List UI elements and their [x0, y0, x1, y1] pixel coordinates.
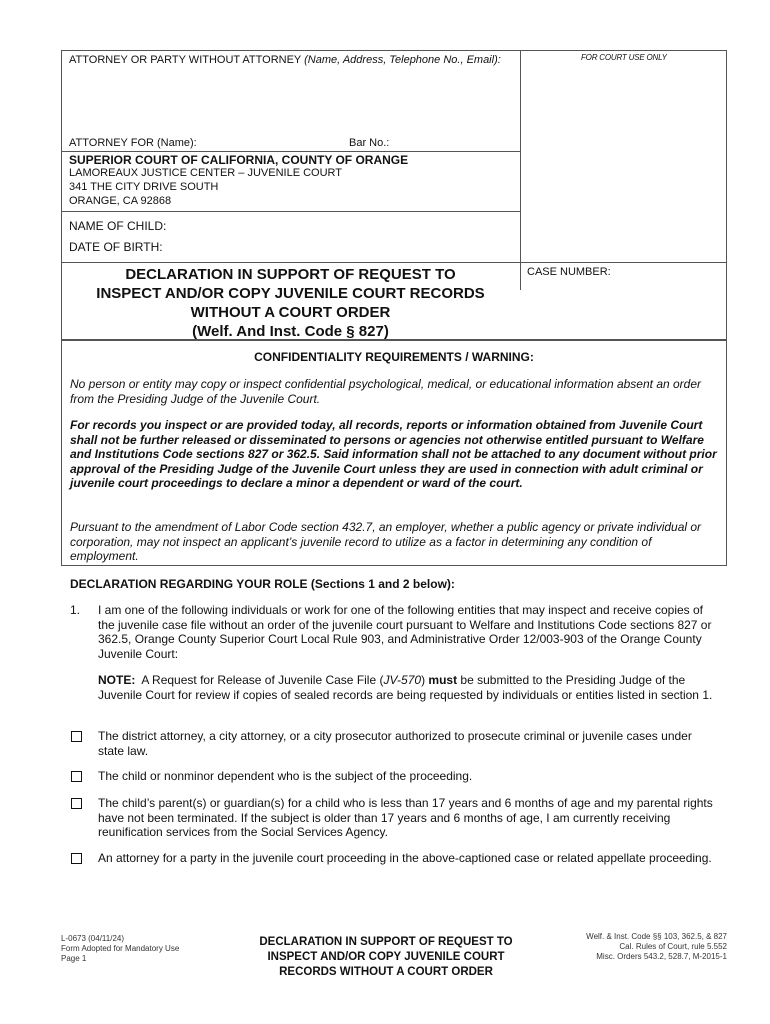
option-parent-guardian: The child’s parent(s) or guardian(s) for a child who is less than 17 years and 6 months of age and my parental rights have not been terminated. If the subject is older than 17 years and 6 months of age, I am currently receiving reunification services from the Social Services Agency. — [98, 796, 713, 839]
footer-ref-2: Cal. Rules of Court, rule 5.552 — [619, 942, 727, 951]
option-child-subject: The child or nonminor dependent who is the subject of the proceeding. — [98, 769, 473, 783]
form-title — [61, 265, 520, 341]
warning-paragraph-1: No person or entity may copy or inspect confidential psychological, medical, or educational information absent an order from the Presiding Judge of the Juvenile Court. — [70, 377, 702, 406]
note-label: NOTE: — [98, 673, 136, 687]
checkbox-district-attorney[interactable] — [71, 731, 82, 742]
checkbox-attorney-party[interactable] — [71, 853, 82, 864]
note-text-post: be submitted to the Presiding Judge of the Juvenile Court for review if copies of sealed records are being requested by individuals or entities listed in section 1. — [98, 673, 713, 702]
warning-paragraph-3: Pursuant to the amendment of Labor Code section 432.7, an employer, whether a public agency or private individual or corporation, may not inspect an applicant’s juvenile record to utilize as a factor in determining any condition of employment. — [70, 520, 702, 563]
footer-left — [61, 934, 179, 964]
caption-divider-court — [61, 151, 520, 152]
attorney-label-text: ATTORNEY OR PARTY WITHOUT ATTORNEY — [69, 54, 302, 66]
note-text-pre: A Request for Release of Juvenile Case File ( — [141, 673, 384, 687]
declaration-heading: DECLARATION REGARDING YOUR ROLE (Sections 1 and 2 below): — [70, 577, 455, 591]
court-address-line-3: ORANGE, CA 92868 — [69, 195, 172, 207]
case-number-label: CASE NUMBER: — [527, 266, 611, 278]
attorney-for-label: ATTORNEY FOR (Name): — [69, 137, 197, 149]
date-of-birth-label: DATE OF BIRTH: — [69, 240, 163, 254]
bar-no-label: Bar No.: — [349, 137, 390, 149]
form-title-line-2: INSPECT AND/OR COPY JUVENILE COURT RECORDS — [96, 285, 485, 302]
court-address-line-1: LAMOREAUX JUSTICE CENTER – JUVENILE COURT — [69, 167, 343, 179]
footer-title — [231, 935, 541, 980]
form-title-line-3: WITHOUT A COURT ORDER — [190, 304, 391, 321]
court-address-line-2: 341 THE CITY DRIVE SOUTH — [69, 181, 219, 193]
caption-divider-vertical — [520, 50, 521, 290]
warning-paragraph-2: For records you inspect or are provided today, all records, reports or information obtained from Juvenile Court shall not be further released or disseminated to persons or agencies not otherwise entitled pursuant to Welfare and Institutions Code sections 827 or 362.5. Said information shall not be attached to any document without prior approval of the Presiding Judge of the Juvenile Court unless they are used in connection with adult criminal or juvenile court proceedings to declare a minor a dependent or ward of the court. — [70, 418, 717, 490]
note-text-mid: ) — [421, 673, 429, 687]
item-1-number: 1. — [70, 603, 81, 617]
caption-divider-child — [61, 211, 520, 212]
footer-title-line-1: DECLARATION IN SUPPORT OF REQUEST TO — [259, 936, 513, 948]
checkbox-child-subject[interactable] — [71, 771, 82, 782]
name-of-child-label: NAME OF CHILD: — [69, 219, 167, 233]
court-name: SUPERIOR COURT OF CALIFORNIA, COUNTY OF ORANGE — [69, 153, 409, 167]
court-use-only: FOR COURT USE ONLY — [581, 53, 667, 62]
note-must: must — [428, 673, 458, 687]
footer-page-number: Page 1 — [61, 954, 87, 963]
option-district-attorney: The district attorney, a city attorney, or a city prosecutor authorized to prosecute criminal or juvenile cases under state law. — [98, 729, 692, 758]
warning-heading: CONFIDENTIALITY REQUIREMENTS / WARNING: — [254, 350, 534, 364]
footer-ref-1: Welf. & Inst. Code §§ 103, 362.5, & 827 — [586, 932, 727, 941]
footer-adopted: Form Adopted for Mandatory Use — [61, 944, 180, 953]
form-title-line-4: (Welf. And Inst. Code § 827) — [192, 323, 389, 340]
checkbox-parent-guardian[interactable] — [71, 798, 82, 809]
footer-ref-3: Misc. Orders 543.2, 528.7, M-2015-1 — [596, 952, 727, 961]
item-1-text: I am one of the following individuals or work for one of the following entities that may inspect and receive copies of the juvenile case file without an order of the juvenile court pursuant to Welfare and Institutions Code sections 827 or 362.5, Orange County Superior Court Local Rule 903, and Administrative Order 12/003-903 of the Orange County Juvenile Court: — [98, 603, 712, 661]
attorney-label — [69, 54, 501, 66]
note-paragraph — [98, 673, 718, 702]
footer-title-line-2: INSPECT AND/OR COPY JUVENILE COURT — [267, 951, 505, 963]
caption-divider-title — [61, 262, 727, 263]
attorney-label-detail: (Name, Address, Telephone No., Email): — [304, 54, 501, 66]
form-title-line-1: DECLARATION IN SUPPORT OF REQUEST TO — [125, 266, 456, 283]
footer-title-line-3: RECORDS WITHOUT A COURT ORDER — [279, 966, 493, 978]
note-form-number: JV-570 — [383, 673, 422, 687]
option-attorney-party: An attorney for a party in the juvenile court proceeding in the above-captioned case or related appellate proceeding. — [98, 851, 712, 865]
footer-form-number: L-0673 (04/11/24) — [61, 934, 125, 943]
footer-right — [560, 932, 727, 962]
